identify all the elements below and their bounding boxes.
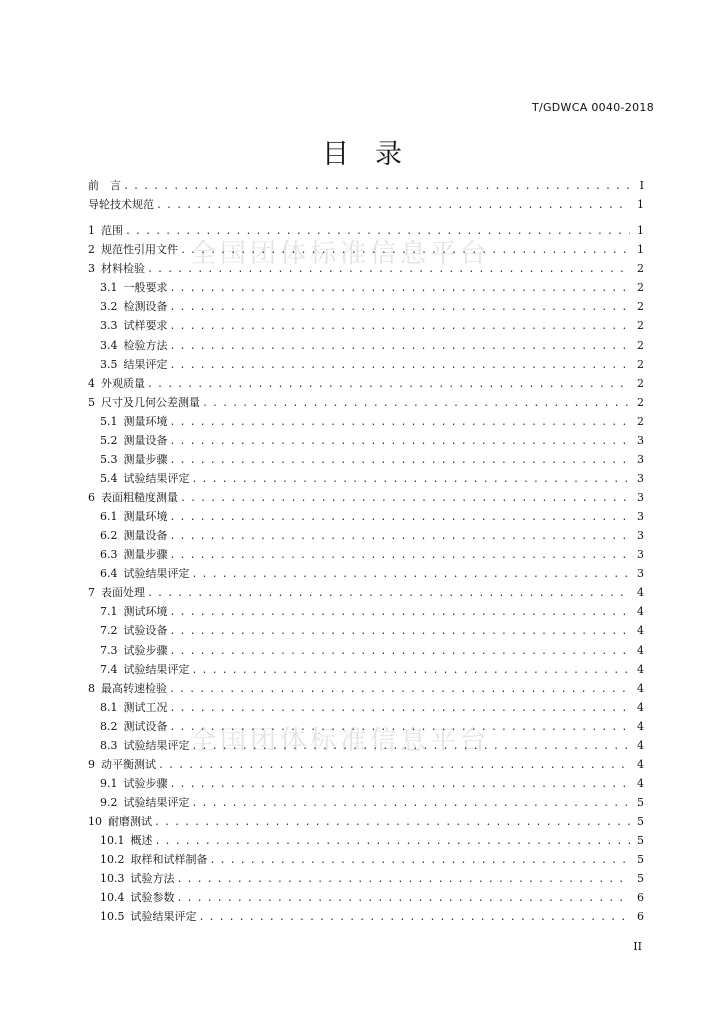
toc-entry-page: 4: [637, 643, 644, 657]
toc-entry-number: 7.2: [100, 624, 118, 638]
toc-entry[interactable]: [88, 698, 644, 717]
toc-entry-number: 9: [88, 757, 95, 771]
toc-entry-number: 3.4: [100, 338, 118, 352]
toc-entry-page: 1: [637, 243, 644, 257]
toc-entry-number: 9.2: [100, 796, 118, 809]
toc-leader-dots: [170, 546, 631, 565]
toc-entry[interactable]: [88, 469, 644, 488]
toc-leader-dots: [170, 622, 631, 641]
toc-entry[interactable]: [88, 869, 644, 888]
toc-entry-label: 规范性引用文件: [101, 243, 178, 257]
toc-entry[interactable]: [88, 526, 644, 545]
toc-entry-number: 6.1: [100, 510, 118, 524]
toc-entry-page: 4: [637, 586, 644, 600]
toc-entry[interactable]: [88, 679, 644, 698]
toc-entry-label: 试验设备: [123, 624, 168, 638]
toc-entry-number: 1: [88, 224, 95, 238]
toc-leader-dots: [170, 298, 631, 317]
toc-entry-number: 3.5: [100, 357, 118, 371]
toc-entry-label: 尺寸及几何公差测量: [101, 395, 200, 409]
toc-entry-label: 试验结果评定: [123, 796, 190, 809]
toc-entry-label: 前 言: [88, 179, 121, 192]
toc-entry-label: 试验参数: [130, 891, 175, 905]
toc-entry-page: 4: [637, 605, 644, 619]
toc-entry-label: 耐磨测试: [108, 815, 152, 829]
toc-entry-page: 3: [637, 548, 644, 562]
toc-entry-page: 4: [637, 719, 644, 733]
toc-entry[interactable]: [88, 316, 644, 335]
toc-leader-dots: [125, 222, 630, 241]
toc-entry-label: 试验方法: [130, 872, 175, 886]
toc-entry[interactable]: [88, 488, 644, 507]
toc-leader-dots: [199, 908, 631, 927]
toc-leader-dots: [155, 832, 631, 851]
toc-entry-label: 外观质量: [101, 376, 145, 390]
toc-entry-page: 2: [637, 281, 644, 295]
toc-leader-dots: [170, 527, 631, 546]
toc-entry-page: 3: [637, 510, 644, 524]
table-of-contents: [88, 176, 644, 926]
toc-leader-dots: [147, 584, 630, 603]
toc-entry-number: 5: [88, 395, 95, 409]
toc-entry[interactable]: [88, 355, 644, 374]
toc-leader-dots: [123, 177, 630, 196]
toc-entry-number: 9.1: [100, 776, 118, 790]
toc-entry-page: 4: [637, 624, 644, 638]
toc-leader-dots: [170, 642, 631, 661]
toc-entry-number: 4: [88, 376, 95, 390]
toc-entry[interactable]: [88, 774, 644, 793]
toc-leader-dots: [202, 394, 630, 413]
toc-entry-number: 10.4: [100, 891, 125, 905]
toc-leader-dots: [170, 317, 631, 336]
toc-entry-number: 7.3: [100, 643, 118, 657]
toc-entry-page: 4: [637, 738, 644, 752]
toc-entry[interactable]: [88, 660, 644, 679]
toc-entry-label: 取样和试样制备: [130, 853, 208, 867]
toc-entry-label: 一般要求: [123, 281, 168, 295]
toc-entry-number: 8.2: [100, 719, 118, 733]
toc-entry-label: 测量设备: [123, 433, 168, 447]
toc-entry-label: 范围: [101, 224, 123, 238]
toc-entry-number: 5.3: [100, 452, 118, 466]
toc-entry-label: 测试设备: [123, 719, 168, 733]
toc-leader-dots: [177, 870, 631, 889]
toc-leader-dots: [154, 813, 630, 832]
toc-entry-page: 2: [637, 395, 644, 409]
toc-entry-label: 试验结果评定: [123, 567, 190, 581]
toc-entry-label: 测量步骤: [123, 548, 168, 562]
toc-leader-dots: [158, 756, 630, 775]
toc-entry[interactable]: [88, 755, 644, 774]
toc-entry-number: 3: [88, 262, 95, 276]
toc-entry-label: 检测设备: [123, 300, 168, 314]
toc-entry-number: 10.2: [100, 853, 125, 867]
toc-entry[interactable]: [88, 221, 644, 240]
toc-entry[interactable]: [88, 278, 644, 297]
toc-entry-number: 6: [88, 491, 95, 504]
toc-leader-dots: [170, 413, 631, 432]
toc-entry-page: 2: [637, 300, 644, 314]
toc-entry[interactable]: [88, 240, 644, 259]
toc-entry-label: 表面粗糙度测量: [101, 491, 178, 504]
toc-entry-number: 7: [88, 586, 95, 600]
toc-entry-page: 3: [637, 452, 644, 466]
toc-entry-number: 7.4: [100, 662, 118, 676]
toc-entry-label: 试验步骤: [123, 776, 168, 790]
toc-leader-dots: [177, 889, 631, 908]
toc-entry-number: 10.3: [100, 872, 125, 886]
toc-leader-dots: [192, 470, 631, 489]
toc-entry[interactable]: [88, 793, 644, 812]
toc-leader-dots: [170, 279, 631, 298]
toc-entry-number: 3.2: [100, 300, 118, 314]
toc-entry-label: 最高转速检验: [101, 681, 167, 695]
toc-entry[interactable]: [88, 717, 644, 736]
toc-entry-label: 测量设备: [123, 529, 168, 543]
toc-entry-page: 3: [637, 567, 644, 581]
toc-entry-label: 测试工况: [123, 700, 168, 714]
toc-entry-page: 2: [637, 376, 644, 390]
toc-leader-dots: [156, 196, 630, 215]
toc-entry-page: 2: [637, 338, 644, 352]
toc-leader-dots: [170, 432, 631, 451]
toc-leader-dots: [180, 489, 630, 508]
toc-leader-dots: [169, 680, 630, 699]
toc-entry-page: 2: [637, 414, 644, 428]
page-number: II: [633, 940, 642, 953]
toc-entry[interactable]: [88, 374, 644, 393]
toc-leader-dots: [170, 718, 631, 737]
toc-entry-label: 试验结果评定: [123, 662, 190, 676]
toc-entry[interactable]: [88, 812, 644, 831]
toc-entry-number: 5.4: [100, 471, 118, 485]
toc-entry-label: 试验结果评定: [123, 738, 190, 752]
toc-entry-label: 试验结果评定: [130, 910, 197, 924]
toc-entry[interactable]: [88, 431, 644, 450]
toc-entry-number: 3.1: [100, 281, 118, 295]
toc-entry[interactable]: [88, 621, 644, 640]
toc-entry[interactable]: [88, 736, 644, 755]
toc-entry-page: 5: [637, 872, 644, 886]
toc-entry-label: 检验方法: [123, 338, 168, 352]
toc-entry-page: 4: [637, 700, 644, 714]
toc-entry-page: 5: [637, 796, 644, 809]
toc-entry[interactable]: [88, 888, 644, 907]
toc-entry-page: 5: [637, 815, 644, 829]
document-code: T/GDWCA 0040-2018: [531, 101, 654, 114]
toc-entry-page: 6: [637, 910, 644, 924]
toc-entry[interactable]: [88, 545, 644, 564]
toc-entry[interactable]: [88, 850, 644, 869]
toc-entry-page: 4: [637, 681, 644, 695]
toc-leader-dots: [170, 699, 631, 718]
toc-leader-dots: [170, 603, 631, 622]
toc-entry-page: 3: [637, 433, 644, 447]
toc-entry[interactable]: [88, 412, 644, 431]
toc-entry-number: 6.4: [100, 567, 118, 581]
toc-entry[interactable]: [88, 507, 644, 526]
toc-entry-number: 10.1: [100, 834, 125, 848]
toc-leader-dots: [210, 851, 631, 870]
toc-entry-number: 3.3: [100, 319, 118, 333]
toc-entry-label: 试验步骤: [123, 643, 168, 657]
toc-entry-page: 2: [637, 262, 644, 276]
toc-leader-dots: [192, 661, 631, 680]
page-title: 目录: [322, 139, 428, 170]
toc-leader-dots: [170, 337, 631, 356]
toc-entry-label: 试验结果评定: [123, 471, 190, 485]
toc-entry-number: 6.2: [100, 529, 118, 543]
toc-entry-page: 2: [637, 319, 644, 333]
toc-entry-label: 结果评定: [123, 357, 168, 371]
toc-entry-page: 1: [637, 198, 644, 212]
toc-entry-label: 测量环境: [123, 414, 168, 428]
toc-entry[interactable]: [88, 583, 644, 602]
toc-entry-page: 3: [637, 491, 644, 504]
toc-entry[interactable]: [88, 393, 644, 412]
toc-leader-dots: [192, 737, 631, 756]
toc-leader-dots: [170, 775, 631, 794]
toc-entry[interactable]: [88, 259, 644, 278]
toc-leader-dots: [147, 375, 630, 394]
toc-entry[interactable]: [88, 336, 644, 355]
toc-entry-label: 试样要求: [123, 319, 168, 333]
toc-entry-number: 5.1: [100, 414, 118, 428]
toc-entry-label: 测试环境: [123, 605, 168, 619]
toc-entry[interactable]: [88, 297, 644, 316]
toc-entry-number: 8.3: [100, 738, 118, 752]
toc-entry[interactable]: [88, 195, 644, 214]
toc-entry-label: 材料检验: [101, 262, 145, 276]
toc-entry[interactable]: [88, 450, 644, 469]
toc-entry[interactable]: [88, 602, 644, 621]
toc-entry-number: 2: [88, 243, 95, 257]
toc-entry-page: 1: [637, 224, 644, 238]
toc-entry-label: 测量步骤: [123, 452, 168, 466]
toc-entry-label: 动平衡测试: [101, 757, 156, 771]
toc-entry-label: 导轮技术规范: [88, 198, 154, 212]
toc-leader-dots: [180, 241, 630, 260]
toc-entry-page: 5: [637, 853, 644, 867]
watermark: 全国团体标准信息平台: [190, 239, 491, 269]
toc-entry-label: 测量环境: [123, 510, 168, 524]
toc-entry[interactable]: [88, 564, 644, 583]
toc-entry-number: 7.1: [100, 605, 118, 619]
toc-entry-number: 8.1: [100, 700, 118, 714]
toc-entry-label: 概述: [130, 834, 153, 848]
toc-entry[interactable]: [88, 176, 644, 195]
toc-entry-number: 6.3: [100, 548, 118, 562]
toc-entry-number: 10: [88, 815, 102, 829]
watermark: 全国团体标准信息平台: [190, 726, 491, 756]
toc-entry-page: 4: [637, 757, 644, 771]
toc-entry-number: 8: [88, 681, 95, 695]
toc-entry-page: 4: [637, 662, 644, 676]
toc-entry-page: 3: [637, 529, 644, 543]
toc-leader-dots: [147, 260, 630, 279]
toc-entry-number: 5.2: [100, 433, 118, 447]
toc-entry-page: 2: [637, 357, 644, 371]
toc-entry-page: I: [639, 179, 644, 192]
toc-leader-dots: [170, 508, 631, 527]
toc-entry-page: 5: [637, 834, 644, 848]
toc-leader-dots: [192, 794, 631, 813]
toc-entry[interactable]: [88, 907, 644, 926]
toc-entry[interactable]: [88, 831, 644, 850]
toc-leader-dots: [192, 565, 631, 584]
toc-entry[interactable]: [88, 641, 644, 660]
toc-leader-dots: [170, 356, 631, 375]
toc-entry-page: 6: [637, 891, 644, 905]
toc-entry-label: 表面处理: [101, 586, 145, 600]
toc-entry-page: 4: [637, 776, 644, 790]
toc-leader-dots: [170, 451, 631, 470]
toc-entry-page: 3: [637, 471, 644, 485]
toc-entry-number: 10.5: [100, 910, 125, 924]
